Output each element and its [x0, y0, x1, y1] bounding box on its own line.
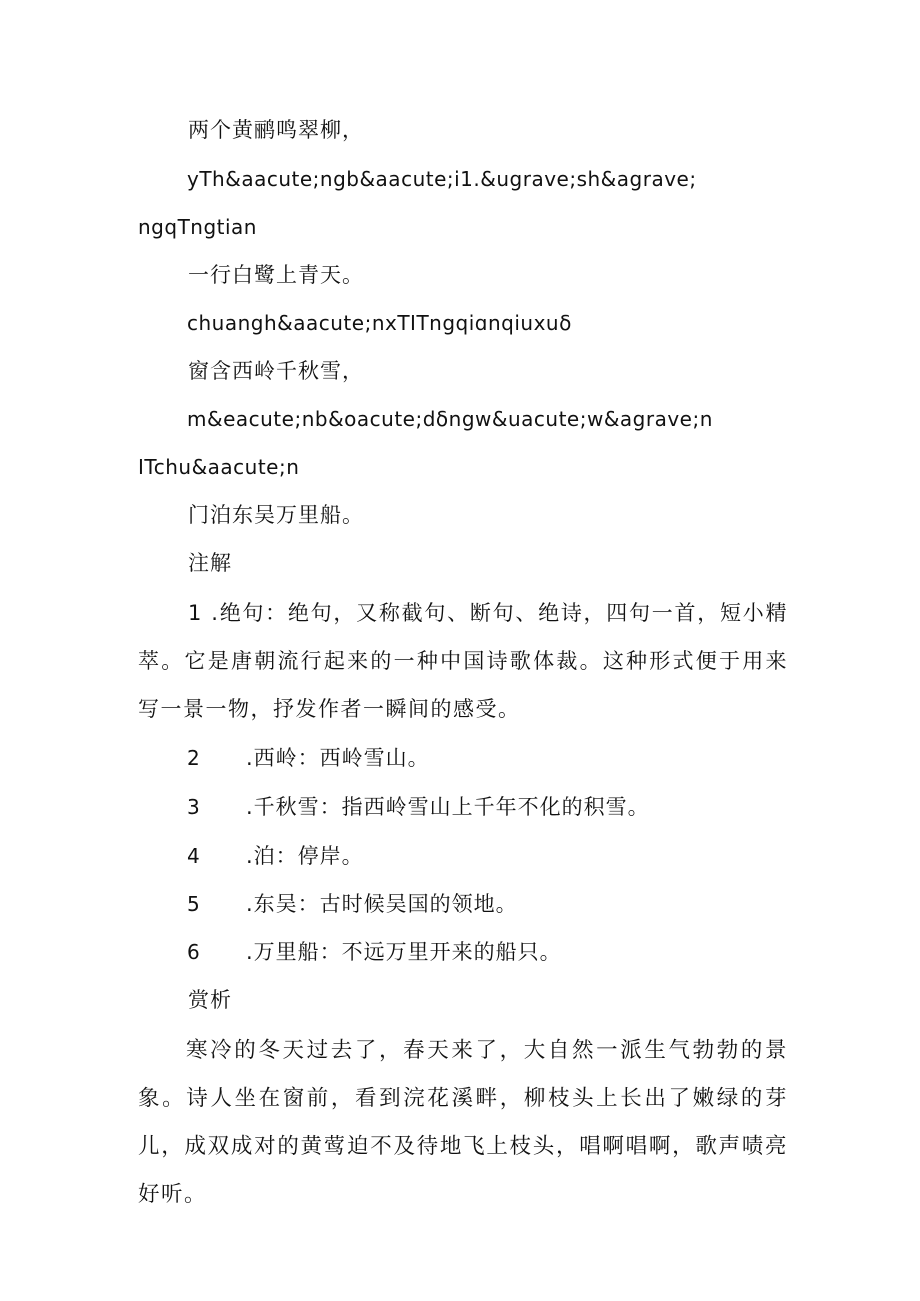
appreciation-heading: 赏析: [188, 988, 232, 1012]
note-text: .东吴：古时候吴国的领地。: [246, 892, 518, 916]
appreciation-paragraph: 寒冷的冬天过去了，春天来了，大自然一派生气勃勃的景象。诗人坐在窗前，看到浣花溪畔，柳枝头上长出了嫩绿的芽儿，成双成对的黄莺迫不及待地飞上枝头，唱啊唱啊，歌声啧亮好听。: [138, 1038, 788, 1207]
pinyin-line-2: chuangh&aacute;nxTITngqiɑnqiuxuδ: [187, 311, 572, 335]
pinyin-line-1a: yTh&aacute;ngb&aacute;i1.&ugrave;sh&agrave;: [187, 167, 697, 191]
note-text: .西岭：西岭雪山。: [246, 746, 430, 770]
note-number: 4: [187, 844, 200, 868]
note-number: 2: [187, 746, 200, 770]
note-number: 6: [187, 940, 200, 964]
pinyin-line-1b: ngqTngtian: [138, 215, 257, 239]
note-text: .千秋雪：指西岭雪山上千年不化的积雪。: [246, 795, 650, 819]
note-text: .泊：停岸。: [246, 844, 364, 868]
poem-line-4: 门泊东吴万里船。: [188, 503, 364, 527]
note-text: .万里船：不远万里开来的船只。: [246, 940, 562, 964]
poem-line-1: 两个黄鹂鸣翠柳，: [188, 118, 364, 142]
note-1: 1 .绝句：绝句，又称截句、断句、绝诗，四句一首，短小精萃。它是唐朝流行起来的一种中国诗歌体裁。这种形式便于用来写一景一物，抒发作者一瞬间的感受。: [138, 601, 788, 721]
poem-line-2: 一行白鹭上青天。: [188, 263, 364, 287]
note-number: 3: [187, 795, 200, 819]
poem-line-3: 窗含西岭千秋雪，: [188, 359, 364, 383]
note-number: 5: [187, 892, 200, 916]
pinyin-line-3b: ITchu&aacute;n: [138, 455, 300, 479]
pinyin-line-3a: m&eacute;nb&oacute;dδngw&uacute;w&agrave;n: [187, 407, 713, 431]
notes-heading: 注解: [188, 551, 232, 575]
